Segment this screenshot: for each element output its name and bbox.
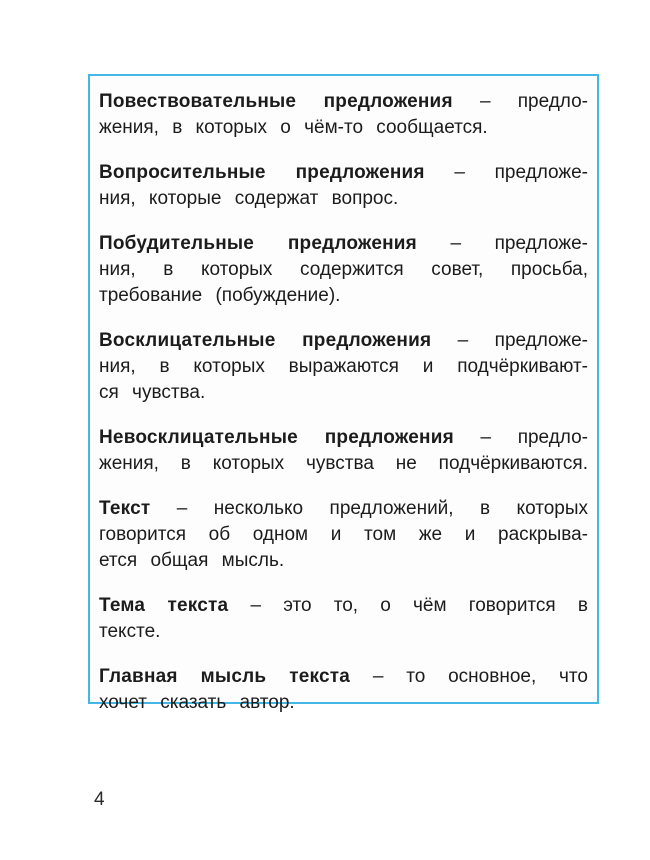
definition-line: Тема текста – это то, о чём говорится в [99, 595, 588, 616]
definition-line: тексте. [99, 621, 161, 642]
definition-paragraph [99, 89, 588, 141]
definition-term: Побудительные предложения [99, 233, 417, 254]
definition-term: Текст [99, 498, 151, 519]
definition-line: ния, в которых выражаются и подчёркивают- [99, 356, 588, 377]
definition-term: Восклицательные предложения [99, 330, 432, 351]
definition-line: хочет сказать автор. [99, 692, 295, 713]
definition-paragraph [99, 496, 588, 574]
page-number: 4 [94, 789, 105, 810]
definition-paragraph [99, 593, 588, 645]
definitions-box [88, 74, 599, 713]
definition-line: требование (побуждение). [99, 285, 341, 306]
definition-line: Вопросительные предложения – предложе- [99, 162, 588, 183]
definition-line: жения, в которых чувства не подчёркиваются. [99, 453, 588, 474]
definition-paragraph [99, 328, 588, 406]
definition-term: Невосклицательные предложения [99, 427, 454, 448]
definition-line: Главная мысль текста – то основное, что [99, 666, 588, 687]
definition-line: ется общая мысль. [99, 550, 285, 571]
definition-line: Невосклицательные предложения – предло- [99, 427, 588, 448]
definition-line: ния, в которых содержится совет, просьба, [99, 259, 588, 280]
definition-line: ся чувства. [99, 382, 206, 403]
definition-line: Текст – несколько предложений, в которых [99, 498, 588, 519]
definition-line: Побудительные предложения – предложе- [99, 233, 588, 254]
definition-line: жения, в которых о чём-то сообщается. [99, 117, 488, 138]
definition-term: Вопросительные предложения [99, 162, 425, 183]
definition-paragraph [99, 425, 588, 477]
definition-line: Повествовательные предложения – предло- [99, 91, 588, 112]
definition-paragraph [99, 664, 588, 716]
definition-paragraph [99, 231, 588, 309]
definition-paragraph [99, 160, 588, 212]
definition-term: Тема текста [99, 595, 229, 616]
definition-term: Главная мысль текста [99, 666, 351, 687]
definition-line: ния, которые содержат вопрос. [99, 188, 399, 209]
definition-term: Повествовательные предложения [99, 91, 453, 112]
definition-line: говорится об одном и том же и раскрыва- [99, 524, 588, 545]
definition-line: Восклицательные предложения – предложе- [99, 330, 589, 351]
